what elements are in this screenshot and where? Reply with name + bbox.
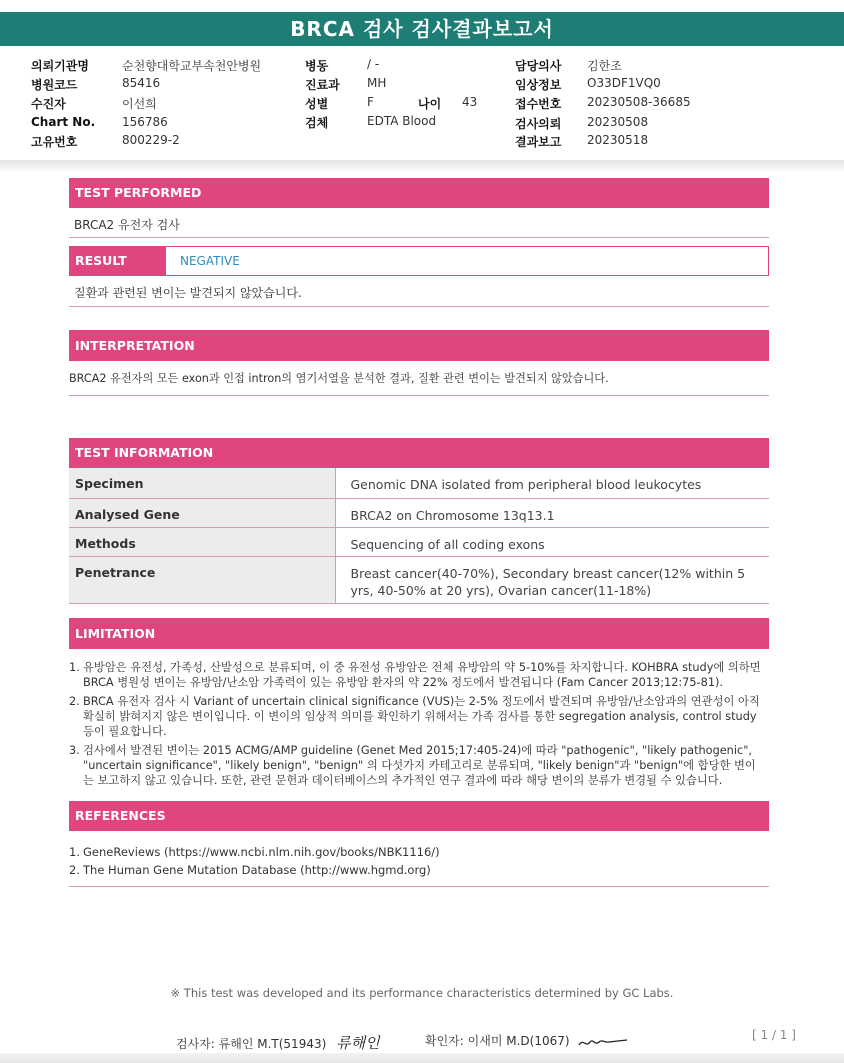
interpretation-heading: INTERPRETATION xyxy=(69,330,769,361)
limitation-list xyxy=(69,660,765,792)
reference-text: The Human Gene Mutation Database (http://www.hgmd.org) xyxy=(83,863,431,877)
list-number: 2. xyxy=(69,863,80,877)
header-divider xyxy=(0,160,844,172)
table-row xyxy=(69,556,769,603)
info-key: Methods xyxy=(69,527,335,556)
result-note: 질환과 관련된 변이는 발견되지 않았습니다. xyxy=(74,286,302,300)
test-information-table xyxy=(69,468,769,604)
result-value: NEGATIVE xyxy=(166,246,769,276)
list-item xyxy=(69,861,440,879)
result-heading: RESULT xyxy=(69,246,166,276)
test-information-heading: TEST INFORMATION xyxy=(69,438,769,468)
references-list xyxy=(69,843,440,879)
bottom-strip xyxy=(0,1053,844,1063)
ward-value: / - xyxy=(367,57,380,71)
sex-label: 성별 xyxy=(305,97,329,111)
list-text: BRCA 유전자 검사 시 Variant of uncertain clinical significance (VUS)는 2-5% 정도에서 발견되며 유방암/난소암과의 연관성이 아직 확실히 밝혀지지 않은 변이입니다. 이 변이의 임상적 의미를 확인하기 위해서는 가족 검사를 통한 segregation analysis, control study 등이 필요합니다. xyxy=(83,695,760,738)
clinical-info-value: O33DF1VQ0 xyxy=(587,76,661,90)
age-value: 43 xyxy=(462,95,478,109)
sex-value: F xyxy=(367,95,374,109)
divider xyxy=(69,237,769,238)
test-performed-value: BRCA2 유전자 검사 xyxy=(74,218,180,232)
hospital-label: 의뢰기관명 xyxy=(31,59,89,73)
examiner-signature xyxy=(176,1032,380,1053)
clinical-info-label: 임상정보 xyxy=(515,78,562,92)
signature-scribble-icon xyxy=(577,1034,629,1050)
confirmer-signature xyxy=(425,1032,629,1050)
report-date-label: 결과보고 xyxy=(515,135,562,149)
report-title: BRCA 검사 검사결과보고서 xyxy=(0,12,844,46)
list-item xyxy=(69,743,765,788)
list-text: 유방암은 유전성, 가족성, 산발성으로 분류되며, 이 중 유전성 유방암은 전체 유방암의 약 5-10%를 차지합니다. KOHBRA study에 의하면 BRCA 병원성 변이는 유방암/난소암 가족력이 있는 유방암 환자의 약 22% 정도에서 발견됩니다 (Fam Cancer 2013;12:75-81). xyxy=(83,661,761,689)
specimen-value: EDTA Blood xyxy=(367,114,437,128)
department-value: MH xyxy=(367,76,387,90)
info-value: Breast cancer(40-70%), Secondary breast cancer(12% within 5 yrs, 40-50% at 20 yrs), Ovarian cancer(11-18%) xyxy=(335,556,769,603)
list-number: 1. xyxy=(69,661,80,674)
unique-no-value: 800229-2 xyxy=(122,133,180,147)
department-label: 진료과 xyxy=(305,78,340,92)
test-performed-heading: TEST PERFORMED xyxy=(69,178,769,208)
table-row xyxy=(69,468,769,498)
patient-name-label: 수진자 xyxy=(31,97,66,111)
page-number: [ 1 / 1 ] xyxy=(752,1028,796,1042)
age-label: 나이 xyxy=(418,97,442,111)
report-date-value: 20230518 xyxy=(587,133,649,147)
divider xyxy=(69,395,769,396)
limitation-heading: LIMITATION xyxy=(69,618,769,649)
list-number: 2. xyxy=(69,695,80,708)
list-item xyxy=(69,694,765,739)
list-item xyxy=(69,843,440,861)
receipt-no-label: 접수번호 xyxy=(515,97,562,111)
request-date-label: 검사의뢰 xyxy=(515,117,562,131)
info-key: Penetrance xyxy=(69,556,335,603)
reference-text: GeneReviews (https://www.ncbi.nlm.nih.gov/books/NBK1116/) xyxy=(83,845,440,859)
chart-no-label: Chart No. xyxy=(31,115,96,129)
list-text: 검사에서 발견된 변이는 2015 ACMG/AMP guideline (Genet Med 2015;17:405-24)에 따라 "pathogenic", "likely pathogenic", "uncertain significance", "likely benign", "benign" 의 다섯가지 카테고리로 분류되며, "likely benign"과 "benign"에 합당한 변이는 보고하지 않고 있습니다. 또한, 관련 문헌과 데이터베이스의 추가적인 연구 결과에 따라 해당 변이의 분류가 변경될 수 있습니다. xyxy=(83,744,756,787)
doctor-label: 담당의사 xyxy=(515,59,562,73)
info-key: Specimen xyxy=(69,468,335,498)
request-date-value: 20230508 xyxy=(587,115,649,129)
ward-label: 병동 xyxy=(305,59,329,73)
patient-info xyxy=(0,52,844,162)
list-number: 1. xyxy=(69,845,80,859)
receipt-no-value: 20230508-36685 xyxy=(587,95,691,109)
divider xyxy=(69,886,769,887)
hospital-code-label: 병원코드 xyxy=(31,78,78,92)
chart-no-value: 156786 xyxy=(122,115,168,129)
specimen-label: 검체 xyxy=(305,116,329,130)
examiner-handwritten-signature: 류해인 xyxy=(336,1034,380,1052)
references-heading: REFERENCES xyxy=(69,801,769,831)
divider xyxy=(69,306,769,307)
patient-name-value: 이선희 xyxy=(122,97,157,111)
list-item xyxy=(69,660,765,690)
hospital-value: 순천향대학교부속천안병원 xyxy=(122,59,262,73)
confirmer-name: 이새미 M.D(1067) xyxy=(467,1034,570,1048)
examiner-name: 류해인 M.T(51943) xyxy=(218,1037,327,1051)
footnote: ※ This test was developed and its performance characteristics determined by GC Labs. xyxy=(170,986,674,1000)
unique-no-label: 고유번호 xyxy=(31,135,78,149)
info-key: Analysed Gene xyxy=(69,498,335,527)
doctor-value: 김한조 xyxy=(587,59,622,73)
confirmer-label: 확인자: xyxy=(425,1034,464,1048)
interpretation-text: BRCA2 유전자의 모든 exon과 인접 intron의 염기서열을 분석한 결과, 질환 관련 변이는 발견되지 않았습니다. xyxy=(69,372,609,385)
info-value: BRCA2 on Chromosome 13q13.1 xyxy=(335,498,769,527)
hospital-code-value: 85416 xyxy=(122,76,161,90)
list-number: 3. xyxy=(69,744,80,757)
table-row xyxy=(69,498,769,527)
examiner-label: 검사자: xyxy=(176,1037,215,1051)
info-value: Genomic DNA isolated from peripheral blood leukocytes xyxy=(335,468,769,498)
table-row xyxy=(69,527,769,556)
info-value: Sequencing of all coding exons xyxy=(335,527,769,556)
